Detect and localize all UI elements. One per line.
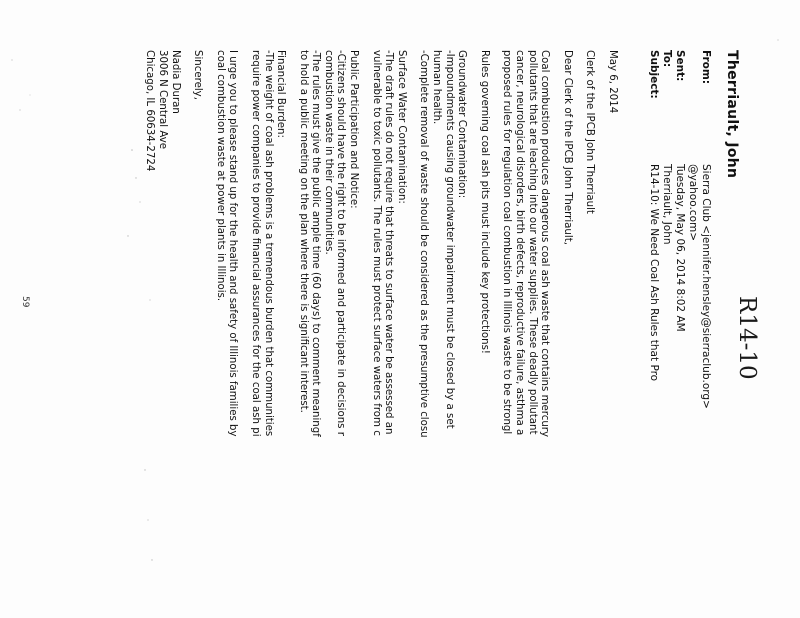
meta-value: Tuesday, May 06, 2014 8:02 AM bbox=[674, 164, 686, 332]
meta-value: @yahoo.com> bbox=[687, 164, 699, 242]
letter-body bbox=[133, 50, 618, 618]
letter-salutation-line: Clerk of the IPCB John Therriault bbox=[584, 50, 596, 214]
letter-signoff: Sincerely, bbox=[192, 50, 204, 100]
meta-row-sent bbox=[673, 50, 686, 409]
meta-label bbox=[686, 50, 699, 164]
meta-label: Subject: bbox=[648, 50, 660, 99]
meta-row-from bbox=[699, 50, 712, 409]
text-line: -The rules must give the public ample time (60 days) to comment meaningf bbox=[310, 50, 322, 437]
signer-city: Chicago, IL 60634-2724 bbox=[144, 50, 156, 172]
page-number: 59 bbox=[20, 296, 30, 308]
letter-salutation: Dear Clerk of the IPCB John Therriault, bbox=[561, 50, 573, 245]
meta-row-from-cont bbox=[686, 50, 699, 409]
signer-name: Nadia Duran bbox=[169, 50, 181, 114]
text-line: combustion waste in their communities. bbox=[322, 50, 334, 255]
meta-row-to bbox=[660, 50, 673, 409]
text-line: -The weight of coal ash problems is a tremendous burden that communities bbox=[262, 50, 274, 437]
text-line: -Impoundments causing groundwater impairment must be closed by a set bbox=[443, 50, 455, 429]
paragraph-closing bbox=[213, 50, 238, 618]
text-line: require power companies to provide financial assurances for the coal ash pi bbox=[249, 50, 261, 437]
signer-street: 3006 N Central Ave bbox=[156, 50, 168, 150]
section-heading: Financial Burden: bbox=[275, 50, 287, 138]
signature-block bbox=[143, 50, 181, 618]
text-line: -Citizens should have the right to be informed and participate in decisions r bbox=[335, 50, 347, 436]
meta-label: From: bbox=[700, 50, 712, 85]
paragraph-surface-water bbox=[369, 50, 407, 618]
section-heading: Public Participation and Notice: bbox=[348, 50, 360, 209]
paragraph-intro bbox=[500, 50, 550, 618]
text-line: to hold a public meeting on the plan where there is significant interest. bbox=[297, 50, 309, 413]
text-line: vulnerable to toxic pollutants. The rules must protect surface waters from c bbox=[370, 50, 382, 436]
meta-row-subject bbox=[647, 50, 660, 409]
text-line: cancer, neurological disorders, birth defects, reproductive failure, asthma a bbox=[514, 50, 526, 436]
meta-value: Therriault, John bbox=[661, 164, 673, 245]
meta-label: Sent: bbox=[674, 50, 686, 82]
recipient-name-header: Therriault, John bbox=[724, 50, 740, 179]
paragraph-groundwater bbox=[417, 50, 467, 618]
rules-statement: Rules governing coal ash pits must include key protections! bbox=[478, 50, 490, 354]
paragraph-participation bbox=[296, 50, 359, 618]
text-line: I urge you to please stand up for the health and safety of Illinois families by bbox=[227, 50, 239, 437]
meta-label: To: bbox=[661, 50, 673, 68]
paragraph-financial bbox=[248, 50, 286, 618]
text-line: proposed rules for regulation coal combustion in Illinois waste to be strongl bbox=[501, 50, 513, 435]
text-line: human health. bbox=[431, 50, 443, 125]
text-line: coal combustion waste at power plants in Illinois. bbox=[214, 50, 226, 302]
meta-value: Sierra Club <jennifer.hensley@sierraclub.org> bbox=[700, 164, 712, 409]
text-line: -The draft rules do not require that threats to surface water be assessed an bbox=[383, 50, 395, 435]
text-line: pollutants that are leaching into our water supplies. These deadly pollutant bbox=[526, 50, 538, 435]
text-line: -Complete removal of waste should be considered as the presumptive closu bbox=[418, 50, 430, 438]
docket-code: R14-10 bbox=[734, 296, 760, 380]
letter-date: May 6, 2014 bbox=[607, 50, 618, 114]
section-heading: Surface Water Contamination: bbox=[395, 50, 407, 204]
email-metadata bbox=[647, 50, 712, 409]
meta-value: R14-10: We Need Coal Ash Rules that Pro bbox=[648, 164, 660, 382]
text-line: Coal combustion produces dangerous coal ash waste that contains mercury bbox=[539, 50, 551, 437]
section-heading: Groundwater Contamination: bbox=[456, 50, 468, 199]
